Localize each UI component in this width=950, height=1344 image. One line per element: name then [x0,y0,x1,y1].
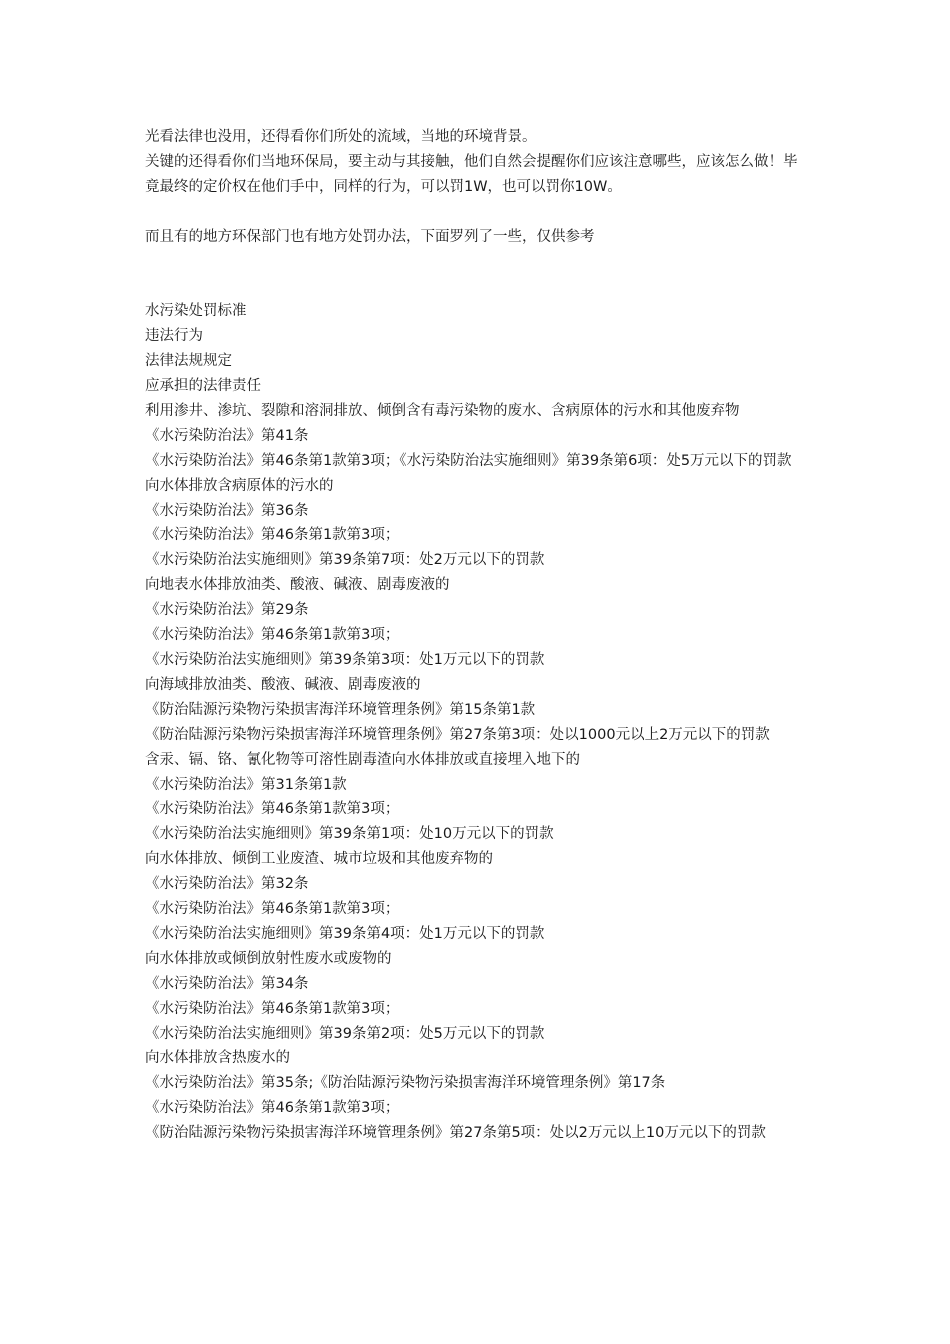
spacer [145,250,805,275]
law-reference: 《水污染防治法》第34条 [145,975,309,992]
violation-act: 向水体排放或倾倒放射性废水或废物的 [145,950,392,967]
law-reference: 《水污染防治法》第35条;《防治陆源污染物污染损害海洋环境管理条例》第17条 [145,1075,666,1092]
column-header-liability: 应承担的法律责任 [145,378,261,395]
intro-paragraph-1: 光看法律也没用，还得看你们所处的流域，当地的环境背景。 [145,129,537,145]
penalty-clause: 《水污染防治法》第46条第1款第3项； [145,801,400,818]
penalty-clause: 《水污染防治法》第46条第1款第3项； [145,627,400,644]
column-header-act: 违法行为 [145,328,203,345]
law-reference: 《水污染防治法》第31条第1款 [145,776,347,793]
law-reference: 《防治陆源污染物污染损害海洋环境管理条例》第15条第1款 [145,701,536,718]
penalty-clause: 《水污染防治法》第46条第1款第3项；《水污染防治法实施细则》第39条第6项：处5万元以下的罚款 [145,452,792,469]
column-header-law: 法律法规规定 [145,353,232,370]
violation-act: 向水体排放含热废水的 [145,1050,290,1067]
penalty-clause: 《水污染防治法》第46条第1款第3项； [145,901,400,918]
intro-paragraph-2: 关键的还得看你们当地环保局，要主动与其接触，他们自然会提醒你们应该注意哪些，应该怎么做！毕竟最终的定价权在他们手中，同样的行为，可以罚1W，也可以罚你10W。 [145,153,798,195]
penalty-clause: 《水污染防治法实施细则》第39条第2项：处5万元以下的罚款 [145,1025,545,1042]
penalty-clause: 《水污染防治法》第46条第1款第3项； [145,527,400,544]
reference-note: 而且有的地方环保部门也有地方处罚办法，下面罗列了一些，仅供参考 [145,228,595,245]
law-reference: 《水污染防治法》第32条 [145,876,309,893]
penalty-clause: 《水污染防治法》第46条第1款第3项； [145,1100,400,1117]
penalty-clause: 《水污染防治法实施细则》第39条第3项：处1万元以下的罚款 [145,651,545,668]
penalty-clause: 《防治陆源污染物污染损害海洋环境管理条例》第27条第3项：处以1000元以上2万元以下的罚款 [145,726,770,743]
law-reference: 《水污染防治法》第36条 [145,502,309,519]
penalty-clause: 《防治陆源污染物污染损害海洋环境管理条例》第27条第5项：处以2万元以上10万元以下的罚款 [145,1125,766,1142]
penalty-clause: 《水污染防治法实施细则》第39条第1项：处10万元以下的罚款 [145,826,554,843]
violation-act: 利用渗井、渗坑、裂隙和溶洞排放、倾倒含有毒污染物的废水、含病原体的污水和其他废弃物 [145,402,740,419]
law-reference: 《水污染防治法》第41条 [145,427,309,444]
violation-act: 向水体排放含病原体的污水的 [145,477,334,494]
section-title: 水污染处罚标准 [145,303,247,320]
spacer [145,274,805,299]
penalty-clause: 《水污染防治法实施细则》第39条第4项：处1万元以下的罚款 [145,925,545,942]
law-reference: 《水污染防治法》第29条 [145,602,309,619]
violation-act: 向海域排放油类、酸液、碱液、剧毒废液的 [145,676,421,693]
document-body [145,125,805,1146]
penalty-clause: 《水污染防治法实施细则》第39条第7项：处2万元以下的罚款 [145,552,545,569]
violation-act: 向水体排放、倾倒工业废渣、城市垃圾和其他废弃物的 [145,851,493,868]
spacer [145,200,805,225]
violation-act: 含汞、镉、铬、氰化物等可溶性剧毒渣向水体排放或直接埋入地下的 [145,751,580,768]
penalty-clause: 《水污染防治法》第46条第1款第3项； [145,1000,400,1017]
violation-act: 向地表水体排放油类、酸液、碱液、剧毒废液的 [145,577,450,594]
